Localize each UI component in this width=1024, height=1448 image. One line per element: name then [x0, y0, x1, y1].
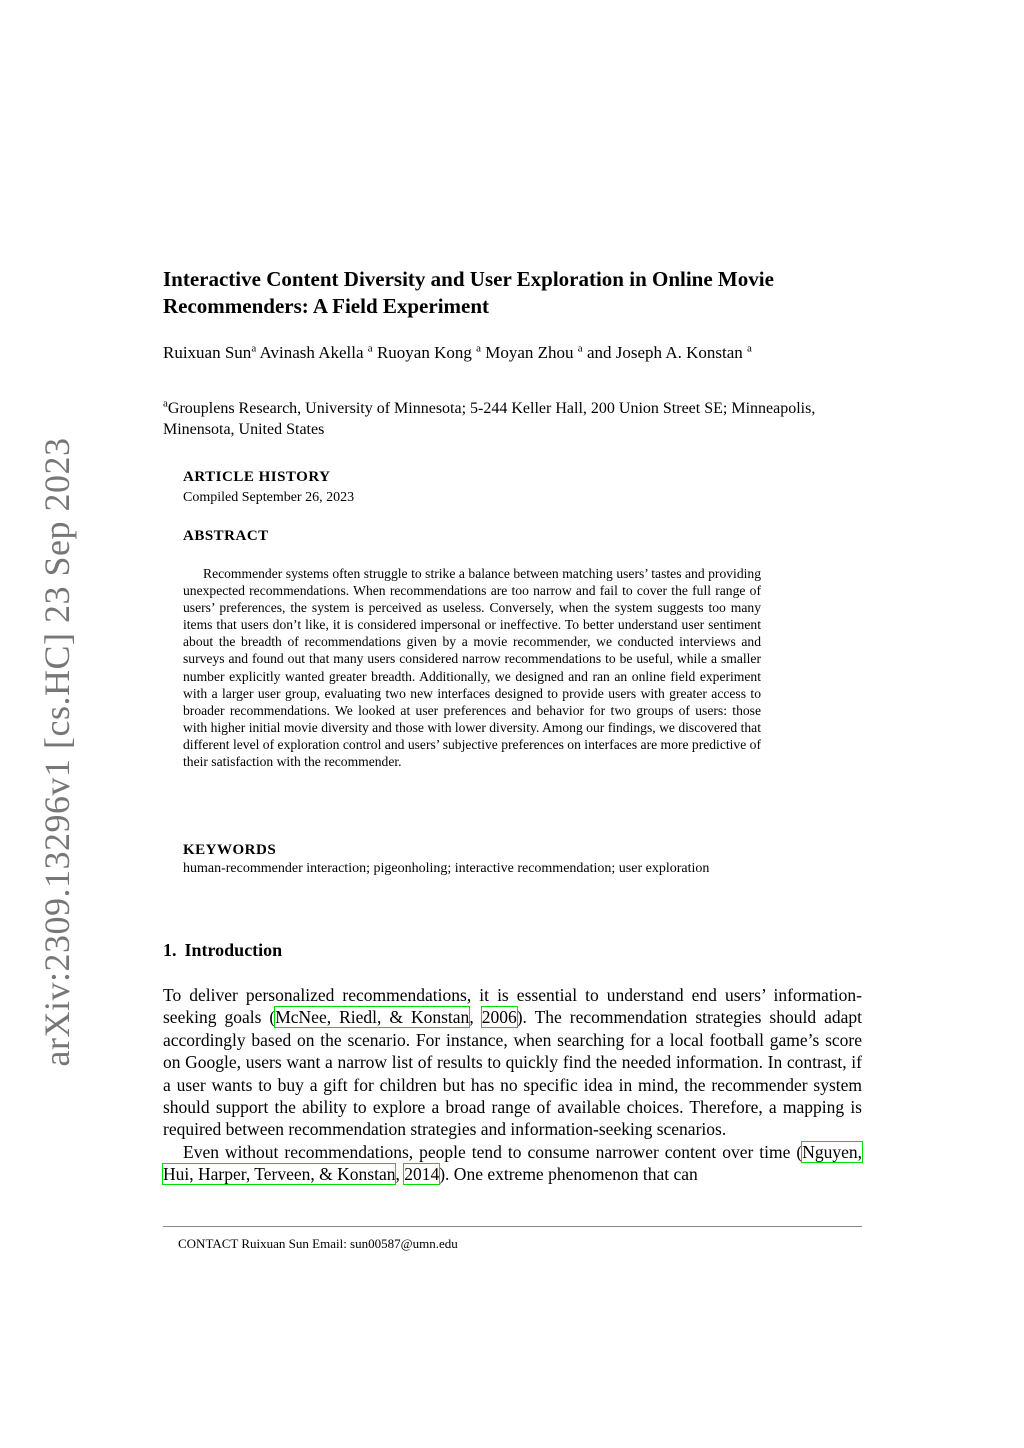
citation-year-link[interactable]: 2014: [404, 1164, 440, 1185]
text-run: ,: [395, 1164, 405, 1185]
author-name: Joseph A. Konstan: [615, 343, 743, 362]
author-name: Avinash Akella: [259, 343, 364, 362]
author-list: [163, 342, 862, 364]
author-affil-mark: a: [367, 342, 373, 355]
section-heading-introduction: [163, 940, 862, 961]
affiliation-mark: a: [163, 397, 168, 410]
author-name: Ruoyan Kong: [376, 343, 472, 362]
author-affil-mark: a: [577, 342, 583, 355]
compiled-date: Compiled September 26, 2023: [183, 490, 355, 505]
footnote-divider: [163, 1226, 862, 1227]
text-run: ). The recommendation strategies should adapt accordingly based on the scenario. For instance, when searching for a local football game’s score on Google, users want a narrow list of results to quickly find the needed information. In contrast, if a user wants to buy a gift for children but has no specific idea in mind, the recommender system should support the ability to explore a broad range of available choices. Therefore, a mapping is required between recommendation strategies and information-seeking scenarios.: [163, 1007, 862, 1140]
author-conjunction: and: [586, 343, 612, 362]
text-run: To deliver personalized recommendations, it is essential to understand end users’ information-seeking goals (: [163, 985, 862, 1028]
section-title: Introduction: [184, 940, 283, 960]
contact-footnote: CONTACT Ruixuan Sun Email: sun00587@umn.edu: [178, 1236, 458, 1251]
author-affil-mark: a: [251, 342, 257, 355]
affiliation: [163, 398, 862, 440]
keywords-text: human-recommender interaction; pigeonholing; interactive recommendation; user exploration: [183, 861, 710, 876]
abstract-heading: ABSTRACT: [183, 528, 269, 544]
article-history-heading: ARTICLE HISTORY: [183, 469, 331, 485]
author-name: Ruixuan Sun: [163, 343, 252, 362]
author-affil-mark: a: [747, 342, 752, 355]
keywords-heading: KEYWORDS: [183, 842, 277, 858]
author-affil-mark: a: [476, 342, 481, 355]
text-run: ). One extreme phenomenon that can: [439, 1164, 698, 1185]
introduction-body: [163, 984, 862, 1186]
affiliation-text: Grouplens Research, University of Minnesota; 5-244 Keller Hall, 200 Union Street SE; Minneapolis, Minensota, United States: [163, 400, 816, 438]
paragraph: [163, 1141, 862, 1186]
author-name: Moyan Zhou: [485, 343, 574, 362]
paper-title: Interactive Content Diversity and User Exploration in Online Movie Recommenders: A Field Experiment: [163, 267, 774, 318]
text-run: Even without recommendations, people tend to consume narrower content over time (: [183, 1141, 803, 1162]
text-run: ,: [469, 1007, 482, 1028]
section-number: 1.: [163, 940, 177, 960]
citation-link[interactable]: McNee, Riedl, & Konstan: [275, 1007, 470, 1028]
paragraph: [163, 984, 862, 1141]
arxiv-identifier: arXiv:2309.13296v1 [cs.HC] 23 Sep 2023: [37, 437, 77, 1067]
citation-link[interactable]: Nguyen, Hui, Harper, Terveen, & Konstan: [163, 1141, 862, 1185]
abstract-text: Recommender systems often struggle to strike a balance between matching users’ tastes and providing unexpected recommendations. When recommendations are too narrow and fail to cover the full range of users’ preferences, the system is perceived as useless. Conversely, when the system suggests too many items that users don’t like, it is considered impersonal or ineffective. To better understand user sentiment about the breadth of recommendations given by a movie recommender, we conducted interviews and surveys and found out that many users considered narrow recommendations to be useful, while a smaller number explicitly wanted greater breadth. Additionally, we designed and ran an online field experiment with a larger user group, evaluating two new interfaces designed to provide users with greater access to broader recommendations. We looked at user preferences and behavior for two groups of users: those with higher initial movie diversity and those with lower diversity. Among our findings, we discovered that different level of exploration control and users’ subjective preferences on interfaces are more predictive of their satisfaction with the recommender.: [183, 566, 761, 770]
citation-year-link[interactable]: 2006: [481, 1007, 517, 1028]
